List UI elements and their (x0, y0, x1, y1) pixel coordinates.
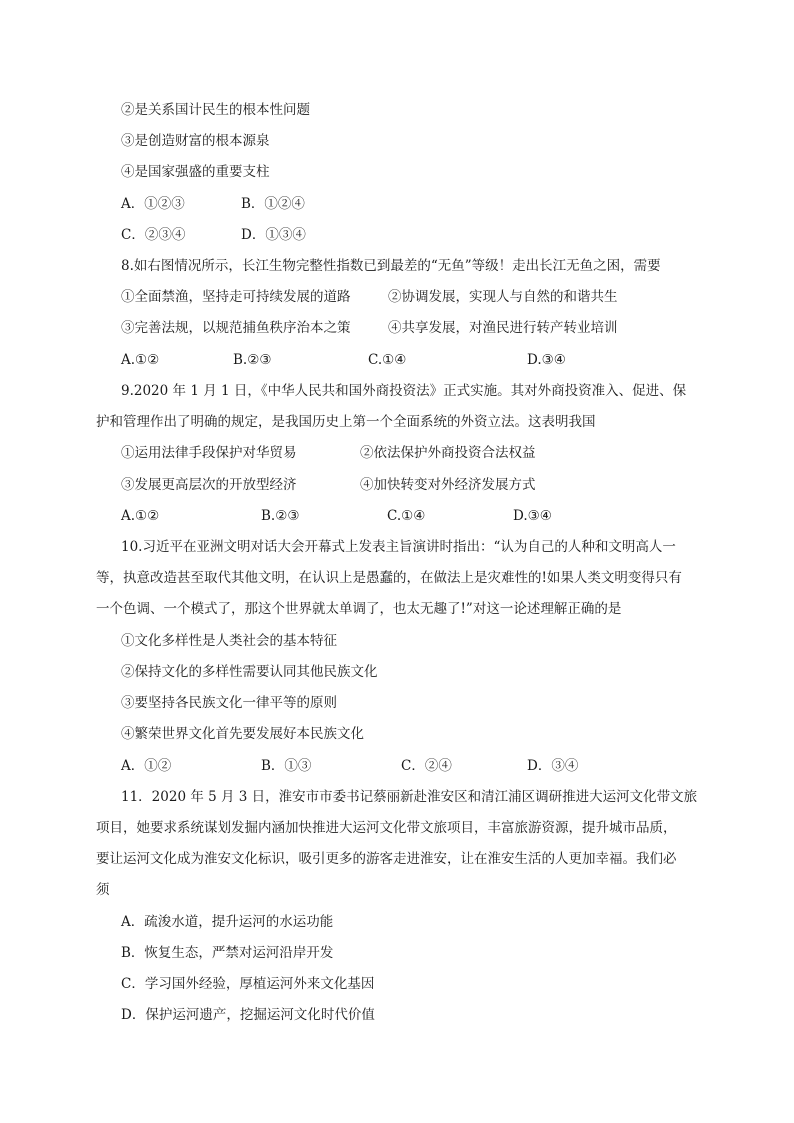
q9-item-1: ①运用法律手段保护对华贸易 (121, 445, 297, 461)
q10-stem-line-3: 一个色调、一个模式了，那这个世界就太单调了，也太无趣了!”对这一论述理解正确的是 (96, 601, 622, 617)
q8-option-b: B.②③ (233, 352, 272, 368)
q7-item-2: ②是关系国计民生的根本性问题 (121, 102, 310, 118)
q9-stem-line-1: 9.2020 年 1 月 1 日，《中华人民共和国外商投资法》正式实施。其对外商投资准入、促进、保 (121, 383, 687, 399)
q9-option-d: D.③④ (513, 508, 552, 524)
q9-option-a: A.①② (121, 508, 160, 524)
q9-item-3: ③发展更高层次的开放型经济 (121, 477, 297, 493)
q10-option-b: B．①③ (261, 758, 312, 774)
q11-stem-line-1: 11．2020 年 5 月 3 日，淮安市市委书记蔡丽新赴淮安区和清江浦区调研推进大运河文化带文旅 (121, 789, 698, 805)
q10-option-a: A．①② (121, 758, 172, 774)
q11-option-d: D．保护运河遗产，挖掘运河文化时代价值 (121, 1007, 375, 1023)
q8-item-2: ②协调发展，实现人与自然的和谐共生 (388, 289, 618, 305)
q8-item-3: ③完善法规，以规范捕鱼秩序治本之策 (121, 320, 351, 336)
q10-item-1: ①文化多样性是人类社会的基本特征 (121, 633, 337, 649)
q8-item-1: ①全面禁渔，坚持走可持续发展的道路 (121, 289, 351, 305)
q7-option-d: D．①③④ (241, 227, 306, 243)
q10-option-d: D．③④ (527, 758, 579, 774)
q10-item-4: ④繁荣世界文化首先要发展好本民族文化 (121, 726, 364, 742)
q9-item-2: ②依法保护外商投资合法权益 (360, 445, 536, 461)
q10-stem-line-2: 等，执意改造甚至取代其他文明，在认识上是愚蠢的，在做法上是灾难性的!如果人类文明变得只有 (96, 570, 682, 586)
q8-option-a: A.①② (121, 352, 160, 368)
q9-option-b: B.②③ (261, 508, 300, 524)
q8-stem: 8.如右图情况所示，长江生物完整性指数已到最差的“无鱼”等级！走出长江无鱼之困，需要 (121, 258, 661, 274)
q11-option-a: A．疏浚水道，提升运河的水运功能 (121, 914, 334, 930)
q10-stem-line-1: 10.习近平在亚洲文明对话大会开幕式上发表主旨演讲时指出：“认为自己的人种和文明高人一 (121, 539, 676, 555)
q7-option-a: A．①②③ (121, 196, 185, 212)
q11-stem-line-4: 须 (96, 882, 110, 898)
q8-option-d: D.③④ (527, 352, 566, 368)
q11-stem-line-2: 项目，她要求系统谋划发掘内涵加快推进大运河文化带文旅项目，丰富旅游资源，提升城市品质， (96, 820, 677, 836)
q10-item-3: ③要坚持各民族文化一律平等的原则 (121, 695, 337, 711)
q11-option-c: C．学习国外经验，厚植运河外来文化基因 (121, 976, 375, 992)
q9-stem-line-2: 护和管理作出了明确的规定，是我国历史上第一个全面系统的外资立法。这表明我国 (96, 414, 596, 430)
q11-option-b: B．恢复生态，严禁对运河沿岸开发 (121, 945, 334, 961)
q7-option-b: B．①②④ (241, 196, 305, 212)
q10-option-c: C．②④ (401, 758, 452, 774)
q7-item-3: ③是创造财富的根本源泉 (121, 133, 270, 149)
q9-option-c: C.①④ (387, 508, 426, 524)
q9-item-4: ④加快转变对外经济发展方式 (360, 477, 536, 493)
q11-stem-line-3: 要让运河文化成为淮安文化标识，吸引更多的游客走进淮安，让在淮安生活的人更加幸福。我们必 (96, 851, 677, 867)
q7-item-4: ④是国家强盛的重要支柱 (121, 164, 270, 180)
q7-option-c: C．②③④ (121, 227, 186, 243)
q8-item-4: ④共享发展，对渔民进行转产转业培训 (388, 320, 618, 336)
q8-option-c: C.①④ (368, 352, 407, 368)
q10-item-2: ②保持文化的多样性需要认同其他民族文化 (121, 664, 378, 680)
